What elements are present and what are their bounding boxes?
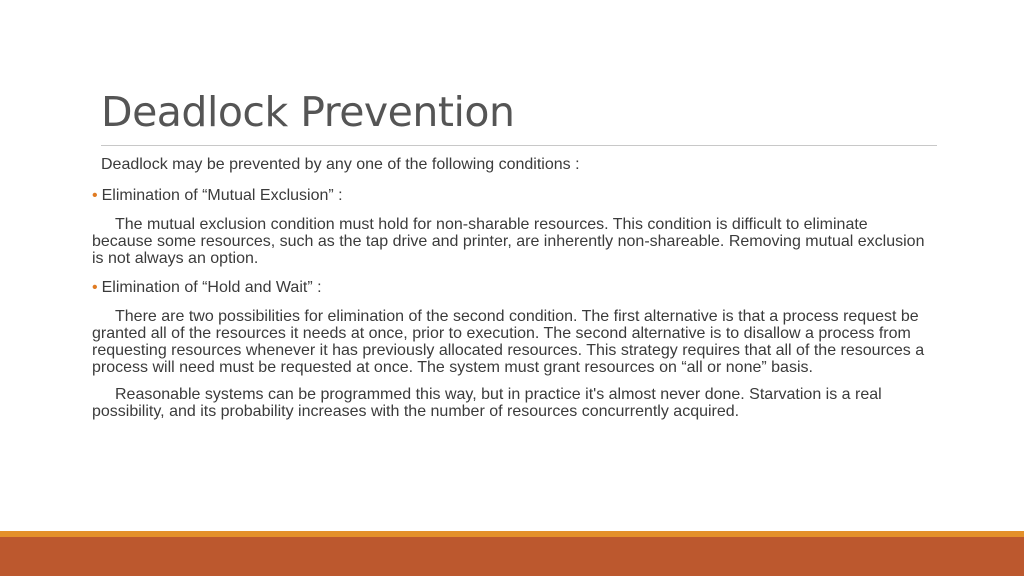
bullet-dot-icon: • [92, 279, 98, 296]
paragraph-starvation: Reasonable systems can be programmed this way, but in practice it's almost never done. Starvation is a real possibility, and its probability increases with the number of resources concurrently acquired. [92, 386, 882, 420]
bullet-dot-icon: • [92, 187, 98, 204]
title-divider [101, 145, 937, 146]
paragraph-hold-and-wait: There are two possibilities for elimination of the second condition. The first alternative is that a process request be granted all of the resources it needs at once, prior to execution. The second alternative is to disallow a process from requesting resources whenever it has previously allocated resources. This strategy requires that all of the resources a process will need must be requested at once. The system must grant resources on “all or none” basis. [92, 308, 925, 376]
intro-text: Deadlock may be prevented by any one of the following conditions : [101, 156, 580, 173]
slide-title: Deadlock Prevention [101, 88, 515, 136]
footer-band [0, 537, 1024, 576]
bullet-heading: Elimination of “Mutual Exclusion” : [101, 187, 343, 204]
bullet-hold-and-wait [92, 278, 932, 298]
bullet-heading: Elimination of “Hold and Wait” : [101, 279, 322, 296]
bullet-mutual-exclusion [92, 186, 932, 206]
slide-body [92, 155, 932, 420]
paragraph-mutual-exclusion: The mutual exclusion condition must hold for non-sharable resources. This condition is difficult to eliminate because some resources, such as the tap drive and printer, are inherently non-shareable. Removing mutual exclusion is not always an option. [92, 216, 925, 267]
